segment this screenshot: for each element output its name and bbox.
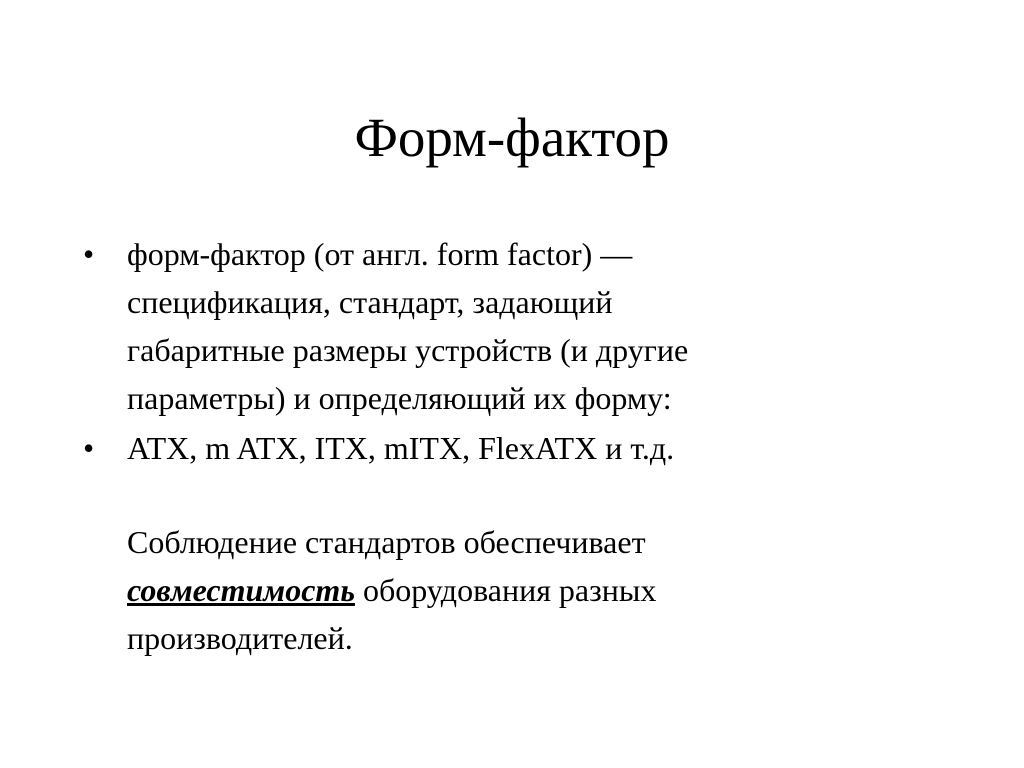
bullet-icon: • bbox=[83, 236, 95, 272]
bullet-line: форм-фактор (от англ. form factor) — bbox=[127, 236, 633, 272]
bullet-line: параметры) и определяющий их форму: bbox=[127, 380, 672, 416]
bullet-line: габаритные размеры устройств (и другие bbox=[127, 332, 689, 368]
bullet-item-examples bbox=[83, 424, 963, 472]
bullet-icon: • bbox=[83, 430, 95, 466]
bullet-list bbox=[83, 230, 963, 472]
note-line: производителей. bbox=[127, 620, 353, 656]
note-line: Соблюдение стандартов обеспечивает bbox=[127, 524, 646, 560]
note-line: оборудования разных bbox=[354, 572, 657, 608]
compatibility-note bbox=[127, 518, 963, 662]
bullet-line: ATX, m ATX, ITX, mITX, FlexATX и т.д. bbox=[127, 430, 675, 466]
bullet-item-definition bbox=[83, 230, 963, 422]
bullet-line: спецификация, стандарт, задающий bbox=[127, 284, 613, 320]
slide-title: Форм-фактор bbox=[354, 107, 670, 168]
note-emphasis: совместимость bbox=[127, 572, 355, 608]
slide-body bbox=[83, 230, 963, 662]
